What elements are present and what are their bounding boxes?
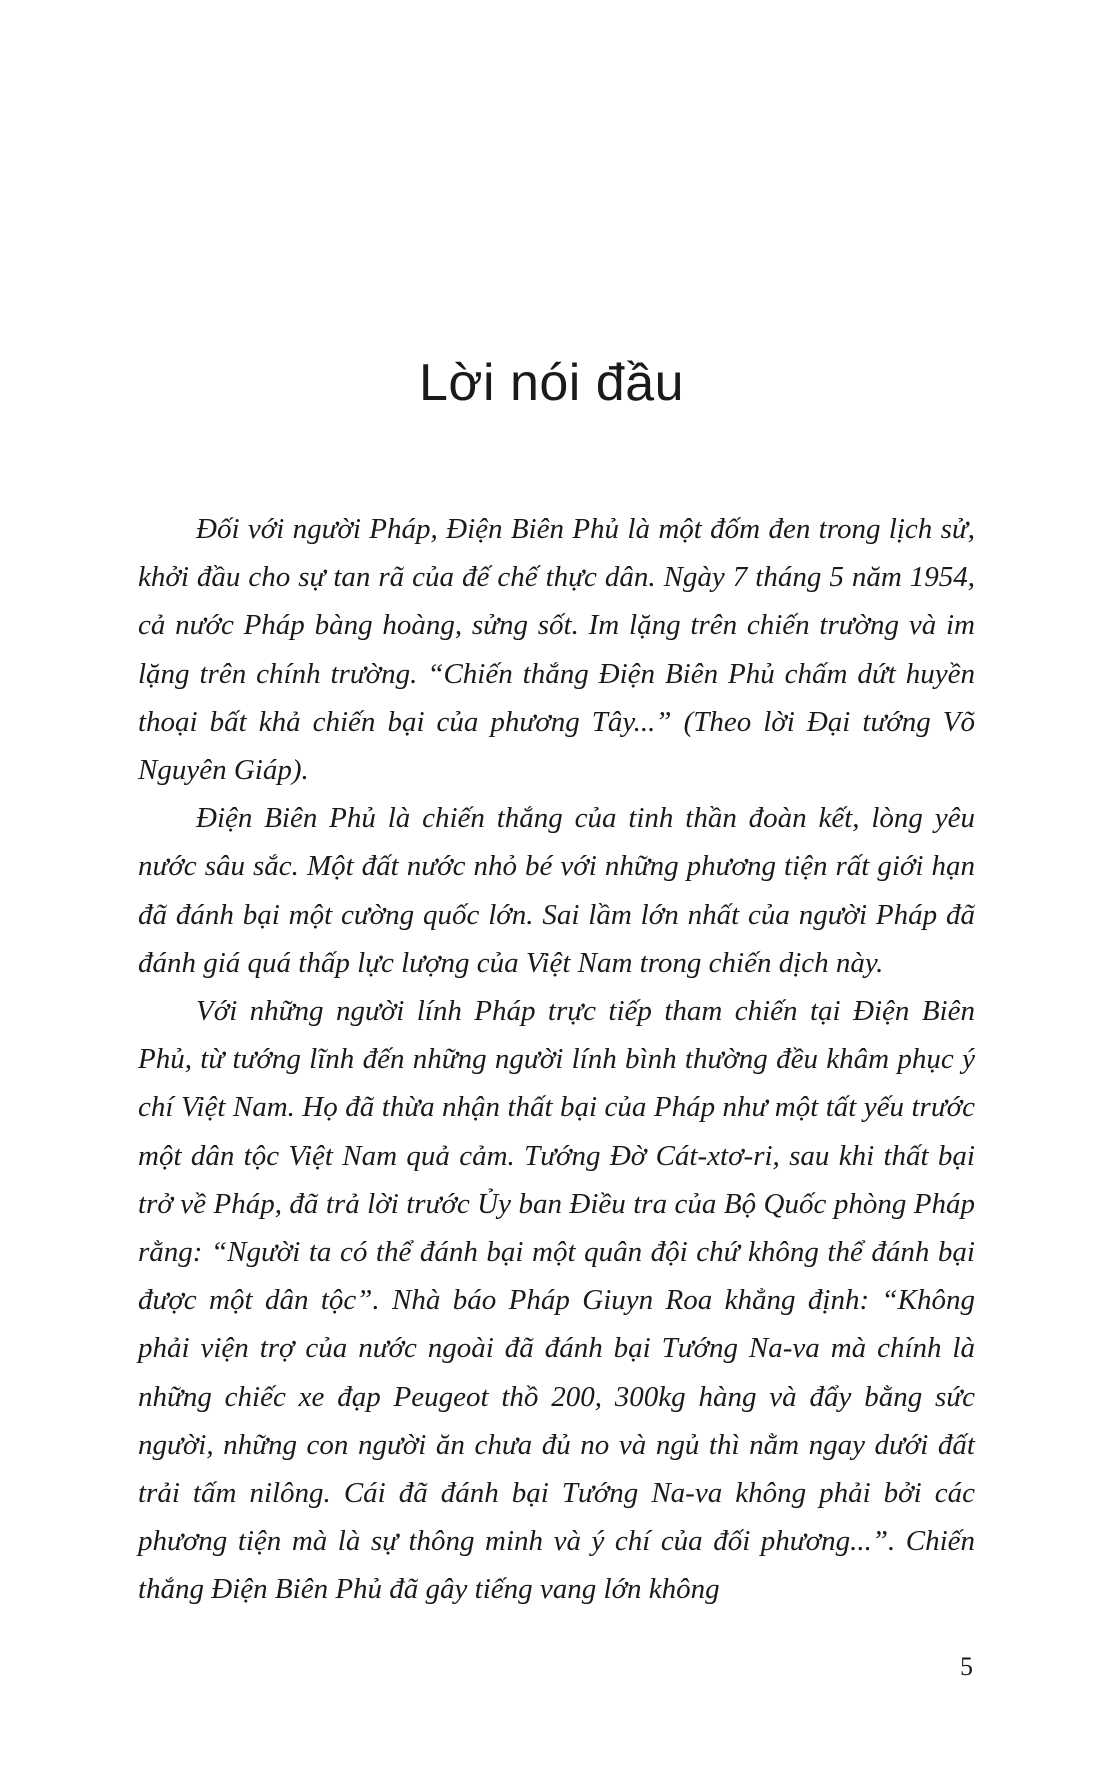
body-text <box>138 505 975 1614</box>
page-number: 5 <box>960 1652 973 1681</box>
paragraph-2: Điện Biên Phủ là chiến thắng của tinh thần đoàn kết, lòng yêu nước sâu sắc. Một đất nước nhỏ bé với những phương tiện rất giới hạn đã đánh bại một cường quốc lớn. Sai lầm lớn nhất của người Pháp đã đánh giá quá thấp lực lượng của Việt Nam trong chiến dịch này. <box>138 802 975 979</box>
paragraph-3: Với những người lính Pháp trực tiếp tham chiến tại Điện Biên Phủ, từ tướng lĩnh đến những người lính bình thường đều khâm phục ý chí Việt Nam. Họ đã thừa nhận thất bại của Pháp như một tất yếu trước một dân tộc Việt Nam quả cảm. Tướng Đờ Cát-xtơ-ri, sau khi thất bại trở về Pháp, đã trả lời trước Ủy ban Điều tra của Bộ Quốc phòng Pháp rằng: “Người ta có thể đánh bại một quân đội chứ không thể đánh bại được một dân tộc”. Nhà báo Pháp Giuyn Roa khẳng định: “Không phải viện trợ của nước ngoài đã đánh bại Tướng Na-va mà chính là những chiếc xe đạp Peugeot thồ 200, 300kg hàng và đẩy bằng sức người, những con người ăn chưa đủ no và ngủ thì nằm ngay dưới đất trải tấm nilông. Cái đã đánh bại Tướng Na-va không phải bởi các phương tiện mà là sự thông minh và ý chí của đối phương...”. Chiến thắng Điện Biên Phủ đã gây tiếng vang lớn không <box>138 995 975 1606</box>
page-title: Lời nói đầu <box>418 354 685 412</box>
paragraph-1: Đối với người Pháp, Điện Biên Phủ là một đốm đen trong lịch sử, khởi đầu cho sự tan rã của đế chế thực dân. Ngày 7 tháng 5 năm 1954, cả nước Pháp bàng hoàng, sửng sốt. Im lặng trên chiến trường và im lặng trên chính trường. “Chiến thắng Điện Biên Phủ chấm dứt huyền thoại bất khả chiến bại của phương Tây...” (Theo lời Đại tướng Võ Nguyên Giáp). <box>138 513 975 787</box>
